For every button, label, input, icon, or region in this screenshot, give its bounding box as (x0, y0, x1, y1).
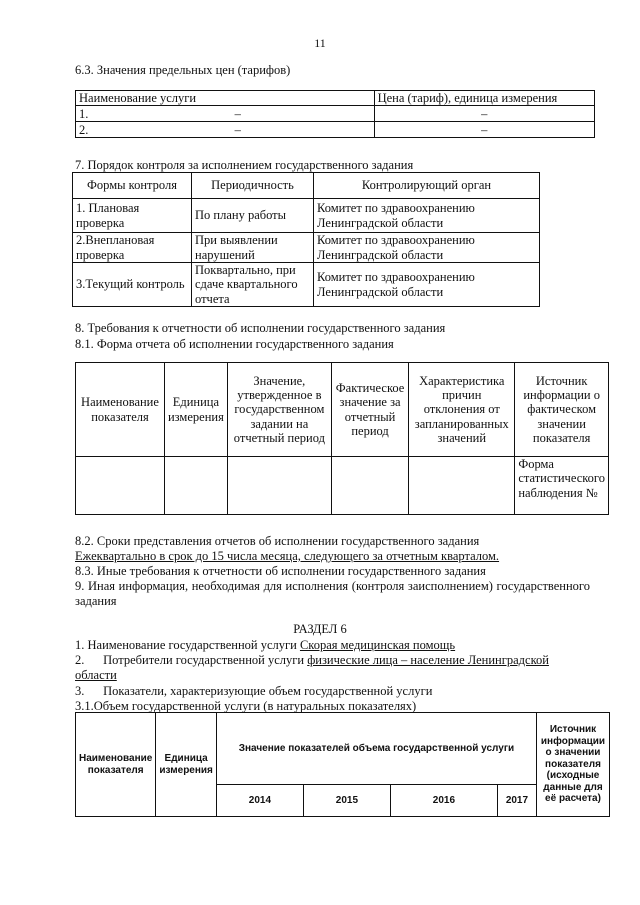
page-number: 11 (314, 36, 326, 50)
table-row: 1. – – (76, 106, 595, 122)
tariff-table (75, 90, 595, 138)
table-row: 1. Плановая проверка По плану работы Комитет по здравоохранению Ленинградской области (73, 199, 540, 233)
table-row: 2. – – (76, 122, 595, 138)
service-consumers: физические лица – население Ленинградской области (75, 653, 549, 682)
section-6-3-heading: 6.3. Значения предельных цен (тарифов) (75, 63, 291, 77)
section-9: 9. Иная информация, необходимая для исполнения (контроля заисполнением) государственного задания (75, 579, 590, 608)
report-form-table: Наименование показателя Единица измерения Значение, утвержденное в государственном задании на отчетный период Фактическое значение за отчетный период Характеристика причин отклонения от запланированных значений Источник информации о фактическом значении показателя Форма статистического наблюдения № (75, 362, 609, 515)
item-3-1: 3.1.Объем государственной услуги (в натуральных показателях) (75, 699, 417, 713)
section-7-heading: 7. Порядок контроля за исполнением государственного задания (75, 158, 414, 172)
section-8-3: 8.3. Иные требования к отчетности об исполнении государственного задания (75, 564, 486, 578)
section-8-heading: 8. Требования к отчетности об исполнении государственного задания (75, 321, 446, 335)
section-title: РАЗДЕЛ 6 (293, 622, 347, 636)
item-1: 1. Наименование государственной услуги Скорая медицинская помощь (75, 638, 456, 652)
section-8-1-heading: 8.1. Форма отчета об исполнении государственного задания (75, 337, 394, 351)
section-8-2: 8.2. Сроки представления отчетов об исполнении государственного задания (75, 534, 480, 548)
tariff-col-service: Наименование услуги (76, 91, 375, 106)
tariff-col-price: Цена (тариф), единица измерения (374, 91, 594, 106)
section-8-2-value: Ежеквартально в срок до 15 числа месяца, следующего за отчетным кварталом. (75, 549, 500, 563)
volume-table: Наименование показателя Единица измерения Значение показателей объема государственной услуги Источник информации о значении показателя (исходные данные для её расчета) 2014 2015 2016 2017 (75, 712, 610, 817)
table-row: Форма статистического наблюдения № (76, 457, 609, 515)
control-table: Формы контроля Периодичность Контролирующий орган 1. Плановая проверка По плану работы Комитет по здравоохранению Ленинградской области 2.Внеплановая проверка При выявлении нарушений Комитет по здравоохранению Ленинградской области 3.Текущий контроль Поквартально, при сдаче квартального отчета Комитет по здравоохранению Ленинградской области (72, 172, 540, 307)
item-2: 2. Потребители государственной услуги физические лица – население Ленинградской области (75, 653, 549, 682)
item-3: 3. Показатели, характеризующие объем государственной услуги (75, 684, 433, 698)
table-row: 3.Текущий контроль Поквартально, при сдаче квартального отчета Комитет по здравоохранению Ленинградской области (73, 263, 540, 307)
table-row: 2.Внеплановая проверка При выявлении нарушений Комитет по здравоохранению Ленинградской области (73, 233, 540, 263)
service-name: Скорая медицинская помощь (299, 638, 456, 652)
